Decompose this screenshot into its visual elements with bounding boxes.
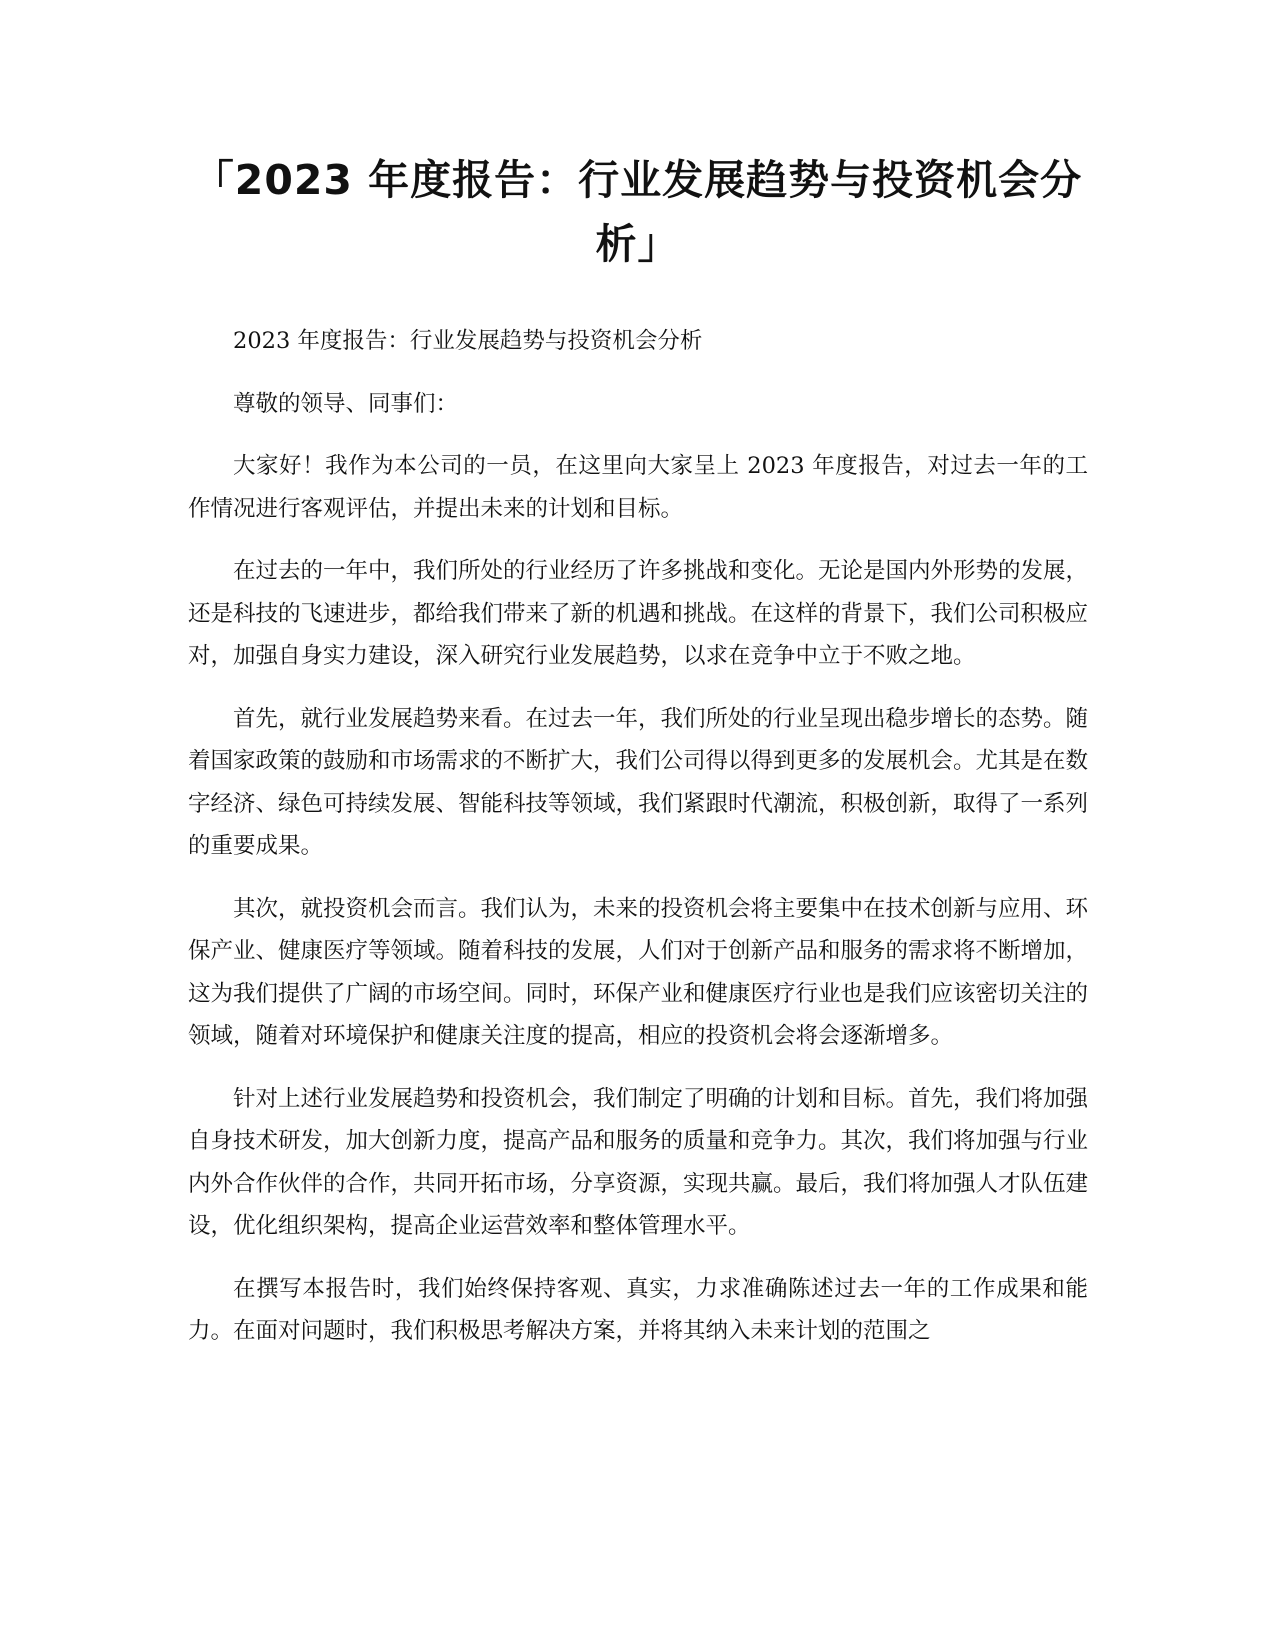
paragraph-plans-goals: 针对上述行业发展趋势和投资机会，我们制定了明确的计划和目标。首先，我们将加强自身技术研发，加大创新力度，提高产品和服务的质量和竞争力。其次，我们将加强与行业内外合作伙伴的合作，共同开拓市场，分享资源，实现共赢。最后，我们将加强人才队伍建设，优化组织架构，提高企业运营效率和整体管理水平。 — [188, 1085, 1089, 1239]
document-title: 「2023 年度报告：行业发展趋势与投资机会分析」 — [192, 156, 1083, 268]
paragraph-industry-trends: 首先，就行业发展趋势来看。在过去一年，我们所处的行业呈现出稳步增长的态势。随着国家政策的鼓励和市场需求的不断扩大，我们公司得以得到更多的发展机会。尤其是在数字经济、绿色可持续发展、智能科技等领域，我们紧跟时代潮流，积极创新，取得了一系列的重要成果。 — [188, 705, 1089, 859]
paragraph-intro: 大家好！我作为本公司的一员，在这里向大家呈上 2023 年度报告，对过去一年的工作情况进行客观评估，并提出未来的计划和目标。 — [188, 453, 1088, 522]
paragraph-subtitle: 2023 年度报告：行业发展趋势与投资机会分析 — [233, 328, 703, 354]
paragraph-salutation: 尊敬的领导、同事们： — [233, 390, 459, 417]
paragraph-investment-opportunities: 其次，就投资机会而言。我们认为，未来的投资机会将主要集中在技术创新与应用、环保产业、健康医疗等领域。随着科技的发展，人们对于创新产品和服务的需求将不断增加，这为我们提供了广阔的市场空间。同时，环保产业和健康医疗行业也是我们应该密切关注的领域，随着对环境保护和健康关注度的提高，相应的投资机会将会逐渐增多。 — [188, 895, 1089, 1049]
document-body — [188, 320, 1088, 1373]
paragraph-background: 在过去的一年中，我们所处的行业经历了许多挑战和变化。无论是国内外形势的发展，还是科技的飞速进步，都给我们带来了新的机遇和挑战。在这样的背景下，我们公司积极应对，加强自身实力建设，深入研究行业发展趋势，以求在竞争中立于不败之地。 — [188, 558, 1089, 669]
paragraph-report-writing: 在撰写本报告时，我们始终保持客观、真实，力求准确陈述过去一年的工作成果和能力。在面对问题时，我们积极思考解决方案，并将其纳入未来计划的范围之 — [188, 1275, 1088, 1344]
